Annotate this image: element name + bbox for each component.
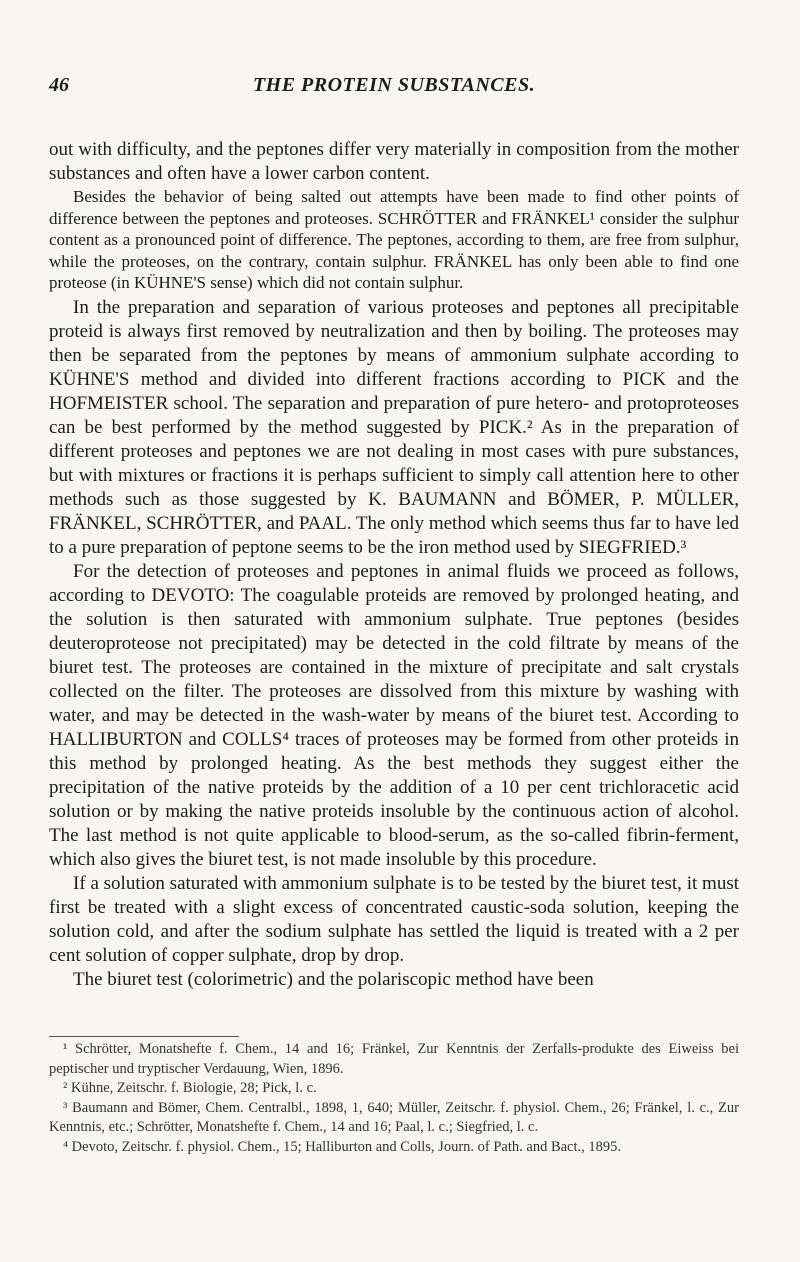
body-text <box>49 138 739 992</box>
footnote-3: ³ Baumann and Bömer, Chem. Centralbl., 1898, 1, 640; Müller, Zeitschr. f. physiol. Chem., 26; Fränkel, l. c., Zur Kenntnis, etc.; Schrötter, Monatshefte f. Chem., 14 and 16; Paal, l. c.; Siegfried, l. c. <box>49 1099 739 1135</box>
paragraph-detection: For the detection of proteoses and peptones in animal fluids we proceed as follows, according to DEVOTO: The coagulable proteids are removed by prolonged heating, and the solution is then saturated with ammonium sulphate. True peptones (besides deuteroproteose not precipitated) may be detected in the cold filtrate by means of the biuret test. The proteoses are contained in the mixture of precipitate and salt crystals collected on the filter. The proteoses are dissolved from this mixture by washing with water, and may be detected in the wash-water by means of the biuret test. According to HALLIBURTON and COLLS⁴ traces of proteoses may be formed from other proteids in this method by prolonged heating. As the best methods they suggest either the precipitation of the native proteids by the addition of a 10 per cent trichloracetic acid solution or by making the native proteids insoluble by the continuous action of alcohol. The last method is not quite applicable to blood-serum, as the so-called fibrin-ferment, which also gives the biuret test, is not made insoluble by this procedure. <box>49 560 739 870</box>
paragraph-biuret-colorimetric: The biuret test (colorimetric) and the polariscopic method have been <box>73 968 594 990</box>
footnote-rule <box>49 1036 239 1037</box>
footnote-1: ¹ Schrötter, Monatshefte f. Chem., 14 and 16; Fränkel, Zur Kenntnis der Zerfalls-produkte des Eiweiss bei peptischer und tryptischer Verdauung, Wien, 1896. <box>49 1041 739 1077</box>
paragraph-preparation: In the preparation and separation of various proteoses and peptones all precipitable proteid is always first removed by neutralization and then by boiling. The proteoses may then be separated from the peptones by means of ammonium sulphate according to KÜHNE'S method and divided into different fractions according to PICK and the HOFMEISTER school. The separation and preparation of pure hetero- and protoproteoses can be best performed by the method suggested by PICK.² As in the preparation of different proteoses and peptones we are not dealing in most cases with pure substances, but with mixtures or fractions it is perhaps sufficient to simply call attention here to other methods such as those suggested by K. BAUMANN and BÖMER, P. MÜLLER, FRÄNKEL, SCHRÖTTER, and PAAL. The only method which seems thus far to have led to a pure preparation of peptone seems to be the iron method used by SIEGFRIED.³ <box>49 296 739 558</box>
page-number: 46 <box>49 74 69 96</box>
running-head: THE PROTEIN SUBSTANCES. <box>252 74 536 96</box>
paragraph-continuation: out with difficulty, and the peptones differ very materially in composition from the mother substances and often have a lower carbon content. <box>49 139 739 184</box>
paragraph-biuret-procedure: If a solution saturated with ammonium sulphate is to be tested by the biuret test, it must first be treated with a slight excess of concentrated caustic-soda solution, keeping the solution cold, and after the sodium sulphate has settled the liquid is treated with a 2 per cent solution of copper sulphate, drop by drop. <box>49 872 739 966</box>
paragraph-peptone-sulphur: Besides the behavior of being salted out attempts have been made to find other points of difference between the peptones and proteoses. SCHRÖTTER and FRÄNKEL¹ consider the sulphur content as a pronounced point of difference. The peptones, according to them, are free from sulphur, while the proteoses, on the contrary, contain sulphur. FRÄNKEL has only been able to find one proteose (in KÜHNE'S sense) which did not contain sulphur. <box>49 187 739 292</box>
footnote-2: ² Kühne, Zeitschr. f. Biologie, 28; Pick, l. c. <box>63 1080 317 1096</box>
page-header <box>49 74 739 104</box>
footnotes <box>49 1040 739 1157</box>
footnote-4: ⁴ Devoto, Zeitschr. f. physiol. Chem., 15; Halliburton and Colls, Journ. of Path. and Bact., 1895. <box>63 1138 622 1155</box>
